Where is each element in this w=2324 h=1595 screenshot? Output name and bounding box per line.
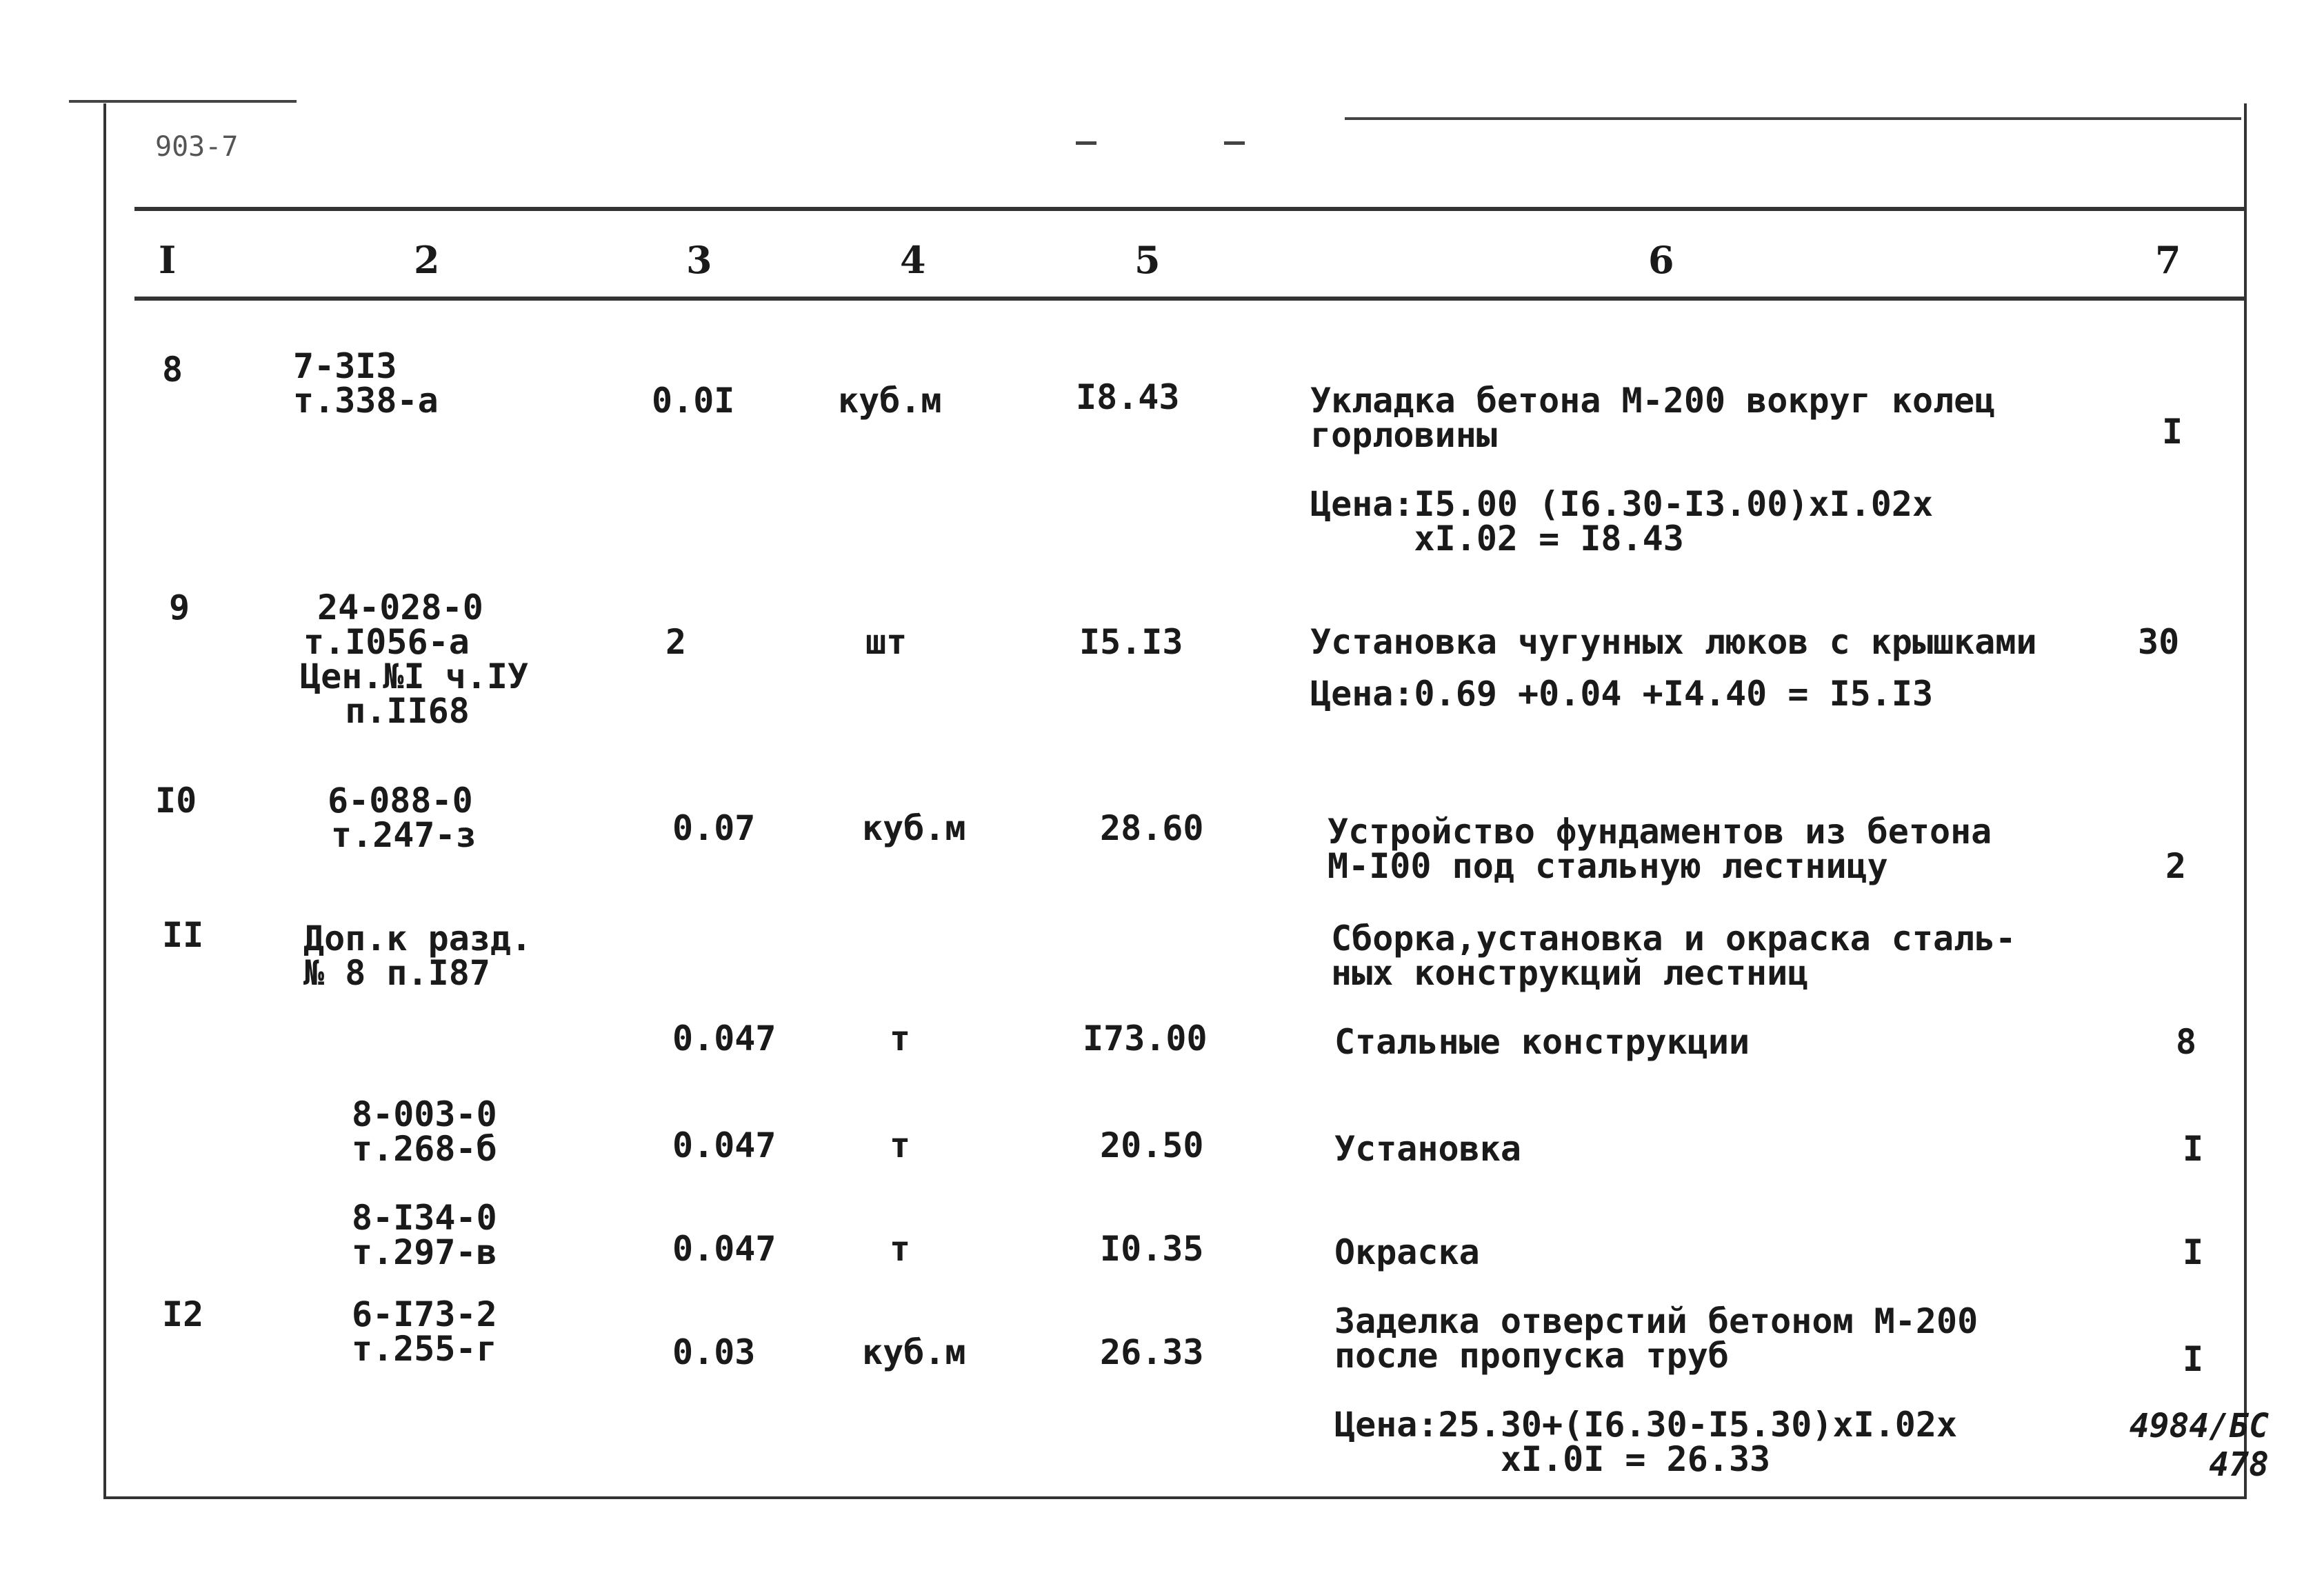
column-header-3: 3: [686, 238, 712, 282]
price-calculation: Цена:0.69 +0.04 +I4.40 = I5.I3: [1310, 674, 1934, 714]
item-code: Цен.№I ч.IУ: [300, 656, 529, 696]
unit-price: 20.50: [1100, 1125, 1204, 1165]
quantity: 0.0I: [652, 381, 735, 421]
header-bottom-rule: [134, 297, 2245, 301]
item-code: т.297-в: [352, 1232, 497, 1272]
item-code: 6-I73-2: [352, 1294, 497, 1334]
column-7-value: I: [2162, 412, 2183, 452]
row-number: I0: [155, 781, 197, 821]
item-code: т.268-б: [352, 1129, 497, 1169]
column-header-7: 7: [2155, 238, 2181, 282]
item-code: т.338-а: [293, 381, 439, 421]
unit: куб.м: [838, 381, 942, 421]
unit-price: 26.33: [1100, 1332, 1204, 1372]
unit-price: I73.00: [1083, 1019, 1208, 1059]
column-header-2: 2: [414, 238, 440, 282]
column-7-value: 8: [2176, 1022, 2197, 1062]
quantity: 0.03: [672, 1332, 756, 1372]
column-7-value: I: [2183, 1129, 2204, 1169]
item-code: т.247-з: [331, 815, 477, 855]
unit-price: I0.35: [1100, 1229, 1204, 1269]
item-code: 6-088-0: [328, 781, 473, 821]
unit-price: 28.60: [1100, 808, 1204, 848]
unit: т: [890, 1019, 911, 1059]
unit-price: I5.I3: [1079, 622, 1183, 662]
description: Стальные конструкции: [1334, 1022, 1750, 1062]
item-code: 8-I34-0: [352, 1198, 497, 1238]
item-code: т.I056-а: [303, 622, 470, 662]
scan-mark: [69, 100, 297, 103]
row-number: 8: [162, 350, 183, 390]
quantity: 0.047: [672, 1229, 777, 1269]
column-header-5: 5: [1134, 238, 1161, 282]
sheet-number: [2130, 1407, 2269, 1484]
price-calculation: Цена:I5.00 (I6.30-I3.00)хI.02х: [1310, 484, 1934, 524]
description: Укладка бетона М-200 вокруг колец: [1310, 381, 1996, 421]
column-7-value: I: [2183, 1232, 2204, 1272]
column-header-6: 6: [1648, 238, 1674, 282]
scan-mark: [1224, 141, 1245, 145]
sheet-number-line: 4984/БС: [2129, 1407, 2269, 1445]
column-7-value: 30: [2138, 622, 2180, 662]
unit: куб.м: [862, 1332, 966, 1372]
description: М-I00 под стальную лестницу: [1328, 846, 1888, 886]
quantity: 0.047: [672, 1019, 777, 1059]
description: Заделка отверстий бетоном М-200: [1334, 1301, 1979, 1341]
quantity: 2: [665, 622, 687, 662]
description: Установка: [1334, 1129, 1521, 1169]
description: горловины: [1310, 415, 1497, 455]
description: Сборка,установка и окраска сталь-: [1331, 919, 2016, 959]
sheet-number-line: 478: [2209, 1445, 2269, 1484]
column-7-value: I: [2183, 1339, 2204, 1379]
unit: т: [890, 1229, 911, 1269]
description: после пропуска труб: [1334, 1336, 1729, 1376]
price-calculation: хI.02 = I8.43: [1310, 519, 1684, 559]
item-code: № 8 п.I87: [303, 953, 490, 993]
row-number: 9: [169, 588, 190, 628]
sheet-code: 903-7: [155, 131, 239, 163]
column-7-value: 2: [2165, 846, 2187, 886]
row-number: I2: [162, 1294, 204, 1334]
description: ных конструкций лестниц: [1331, 953, 1809, 993]
item-code: п.II68: [303, 691, 470, 731]
price-calculation: хI.0I = 26.33: [1334, 1439, 1771, 1479]
scan-mark: [1345, 117, 2241, 120]
quantity: 0.047: [672, 1125, 777, 1165]
item-code: Доп.к разд.: [303, 919, 532, 959]
row-number: II: [162, 915, 204, 955]
item-code: 24-028-0: [317, 588, 483, 628]
column-header-4: 4: [900, 238, 926, 282]
unit: т: [890, 1125, 911, 1165]
column-header-1: I: [159, 238, 177, 282]
unit: куб.м: [862, 808, 966, 848]
description: Установка чугунных люков с крышками: [1310, 622, 2037, 662]
description: Устройство фундаментов из бетона: [1328, 812, 1992, 852]
description: Окраска: [1334, 1232, 1480, 1272]
scan-mark: [1076, 141, 1096, 145]
price-calculation: Цена:25.30+(I6.30-I5.30)хI.02х: [1334, 1405, 1958, 1445]
unit: шт: [865, 622, 908, 662]
quantity: 0.07: [672, 808, 756, 848]
item-code: т.255-г: [352, 1329, 497, 1369]
item-code: 8-003-0: [352, 1094, 497, 1134]
header-top-rule: [134, 207, 2245, 211]
item-code: 7-3I3: [293, 346, 397, 386]
unit-price: I8.43: [1076, 377, 1180, 417]
